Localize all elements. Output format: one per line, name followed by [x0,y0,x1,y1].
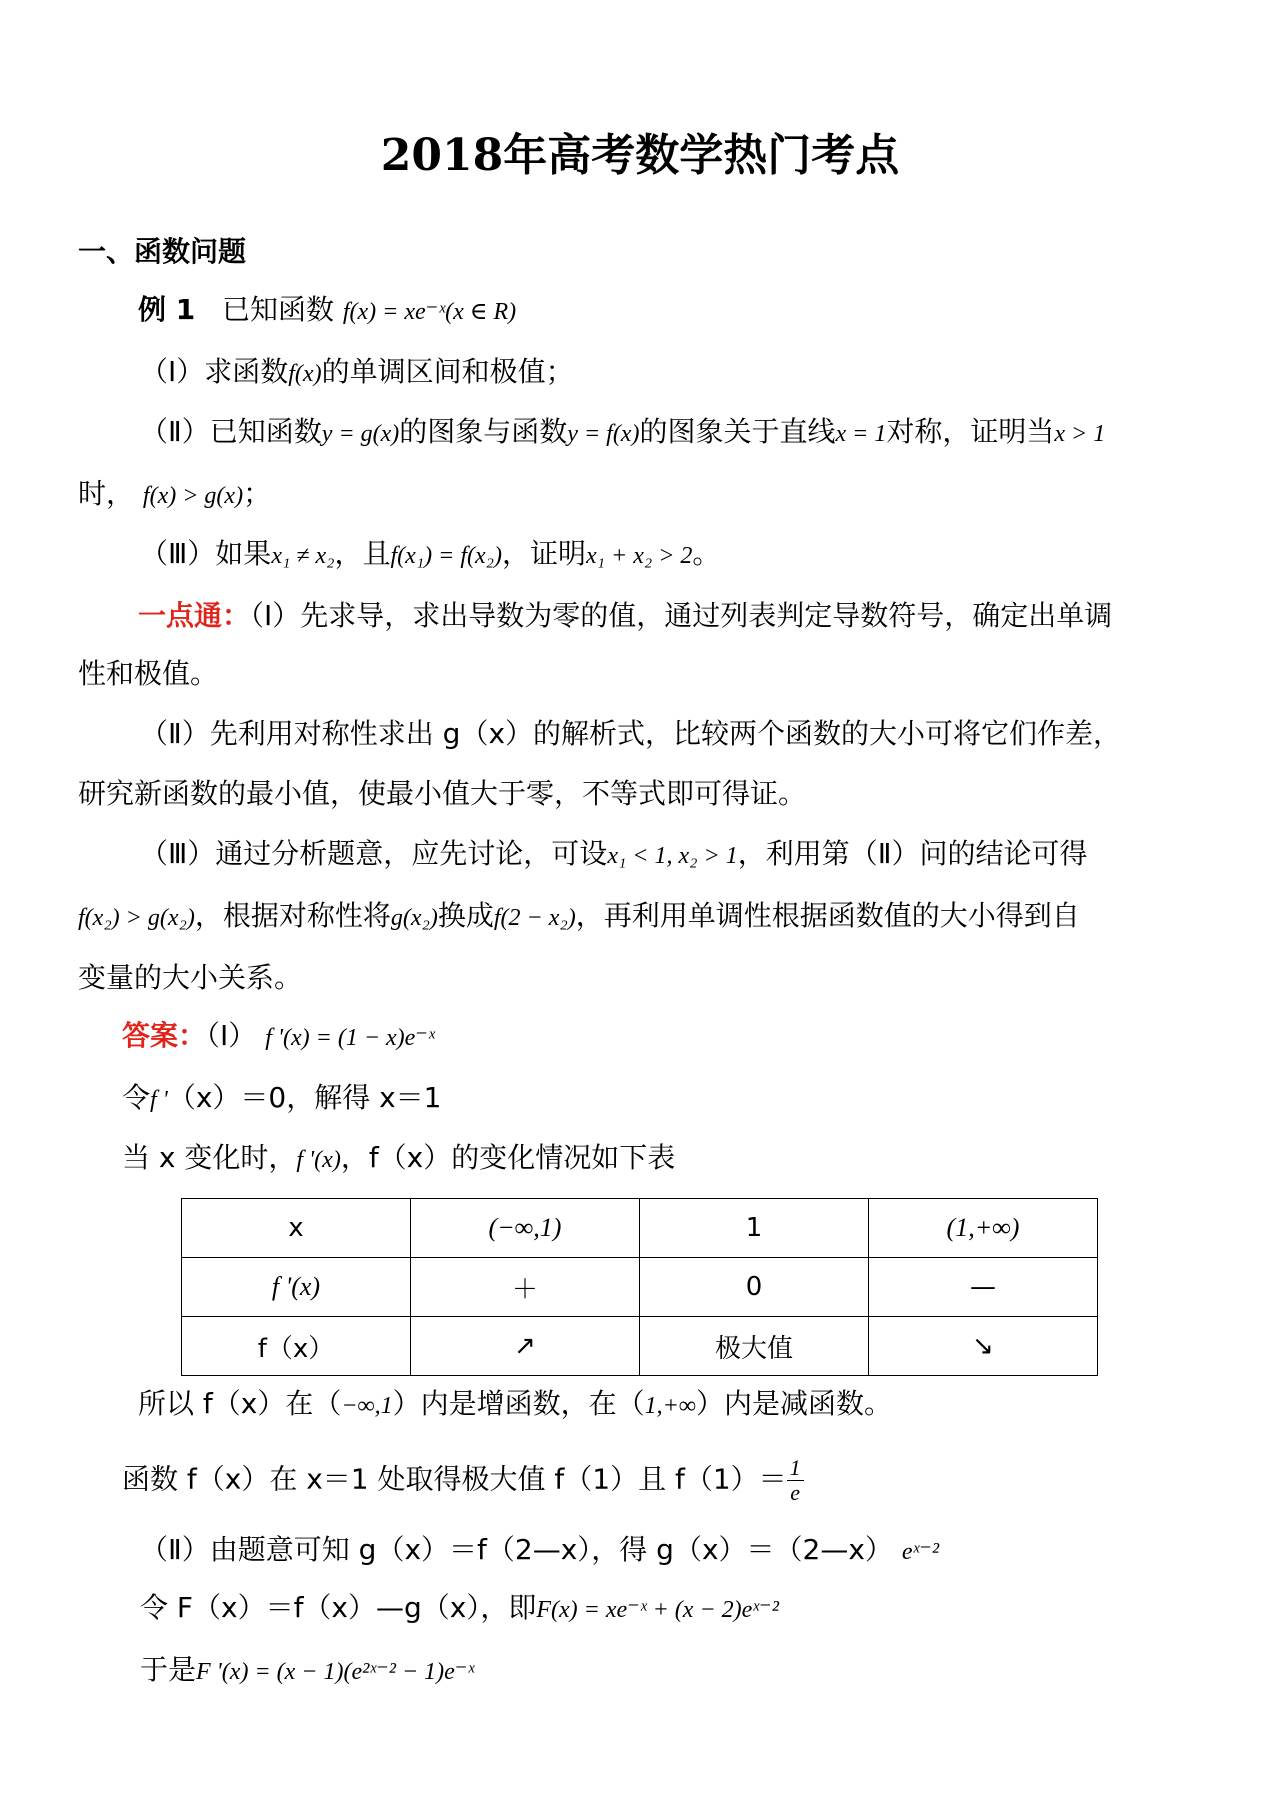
hint-label: 一点通： [138,599,251,632]
text: 所以 f（x）在（ [138,1387,342,1420]
question-2-cont [78,474,271,516]
text: 的图象关于直线 [639,415,836,448]
formula: f '(x) [296,1147,341,1173]
text: （Ⅰ）先求导，求出导数为零的值，通过列表判定导数符号，确定出单调 [250,599,1113,632]
answer-line-1 [122,1016,435,1058]
table-row [182,1258,1098,1317]
conclusion-line-5 [140,1650,474,1692]
table-cell: ↘ [869,1317,1098,1376]
table-cell: 0 [640,1258,869,1317]
formula: 1,+∞ [644,1393,696,1419]
formula: f(2 − x₂) [493,905,576,931]
text: ，f（x）的变化情况如下表 [340,1141,676,1174]
table-cell: — [869,1258,1098,1317]
formula: f(x₁) = f(x₂) [390,543,502,569]
text: 。 [692,537,721,570]
text: （Ⅰ） [206,1019,257,1052]
table-row [182,1317,1098,1376]
table-cell: 极大值 [640,1317,869,1376]
text: 换成 [437,899,494,932]
text: 于是 [140,1653,197,1686]
text: ）内是减函数。 [695,1387,892,1420]
numerator: 1 [787,1456,804,1481]
conclusion-line-4 [140,1588,779,1630]
formula: f(x) > g(x) [142,483,244,509]
variation-table [181,1198,1098,1376]
text: ； [243,477,272,510]
denominator: e [790,1480,801,1505]
text: （Ⅲ）通过分析题意，应先讨论，可设 [140,837,608,870]
hint-line-2: 性和极值。 [78,657,219,690]
example-1 [138,290,516,332]
formula: f(x₂) > g(x₂) [78,905,195,931]
example-text: 已知函数 [221,293,334,326]
text: 的单调区间和极值； [321,355,574,388]
text: （Ⅱ）由题意可知 g（x）＝f（2—x），得 g（x）＝（2—x） [140,1533,893,1566]
question-3 [140,534,720,576]
formula: f(x) [288,361,322,387]
table-cell: ＋ [411,1258,640,1317]
formula: g(x₂) [390,905,438,931]
answer-line-3 [122,1138,675,1180]
question-2 [140,412,1105,454]
table-row [182,1199,1098,1258]
formula: −∞,1 [341,1393,393,1419]
formula: f ' [150,1087,168,1113]
text: 当 x 变化时， [122,1141,297,1174]
text: ，根据对称性将 [194,899,391,932]
text: 时， [78,477,135,510]
text: ，证明 [502,537,587,570]
text: （Ⅲ）如果 [140,537,272,570]
formula: x₁ < 1, x₂ > 1 [607,843,738,869]
question-1 [140,352,574,394]
formula: y = f(x) [567,421,640,447]
text: 令 [122,1081,151,1114]
table-cell: ↗ [411,1317,640,1376]
formula: x = 1 [835,421,887,447]
answer-line-2 [122,1078,442,1120]
hint-line-3: （Ⅱ）先利用对称性求出 g（x）的解析式，比较两个函数的大小可将它们作差， [140,717,1122,750]
formula: x₁ + x₂ > 2 [586,543,693,569]
table-cell: f '(x) [182,1258,411,1317]
text: ，再利用单调性根据函数值的大小得到自 [575,899,1080,932]
formula: f(x) = xe⁻ˣ(x ∈ R) [342,299,517,325]
conclusion-line-1 [138,1384,892,1426]
conclusion-line-2 [122,1456,804,1505]
fraction [787,1456,804,1505]
formula: x₁ ≠ x₂ [271,543,335,569]
formula: F '(x) = (x − 1)(e²ˣ⁻² − 1)e⁻ˣ [196,1659,475,1685]
formula: y = g(x) [321,421,400,447]
answer-label: 答案： [122,1019,207,1052]
example-label: 例 1 [138,293,196,326]
formula: F(x) = xe⁻ˣ + (x − 2)eˣ⁻² [536,1597,779,1623]
formula: x > 1 [1054,421,1106,447]
hint-line-7: 变量的大小关系。 [78,961,303,994]
table-cell: x [182,1199,411,1258]
table-cell: (−∞,1) [411,1199,640,1258]
text: 的图象与函数 [399,415,568,448]
text: （x）＝0，解得 x＝1 [167,1081,442,1114]
text: （Ⅱ）已知函数 [140,415,322,448]
text: 函数 f（x）在 x＝1 处取得极大值 f（1）且 f（1）＝ [122,1462,787,1496]
page-title: 2018年高考数学热门考点 [380,130,900,181]
hint-line-6 [78,896,1080,938]
table-cell: 1 [640,1199,869,1258]
text: （Ⅰ）求函数 [140,355,289,388]
table-cell: f（x） [182,1317,411,1376]
hint-line-4: 研究新函数的最小值，使最小值大于零，不等式即可得证。 [78,777,807,810]
hint-line-1 [138,596,1112,636]
text: ，利用第（Ⅱ）问的结论可得 [737,837,1088,870]
conclusion-line-3 [140,1530,939,1572]
section-heading: 一、函数问题 [78,235,247,268]
formula: eˣ⁻² [901,1539,940,1565]
text: 令 F（x）＝f（x）—g（x），即 [140,1591,537,1624]
table-cell: (1,+∞) [869,1199,1098,1258]
hint-line-5 [140,834,1088,876]
formula: f '(x) = (1 − x)e⁻ˣ [265,1025,435,1051]
text: ）内是增函数，在（ [392,1387,645,1420]
text: 对称，证明当 [886,415,1055,448]
text: ，且 [334,537,391,570]
